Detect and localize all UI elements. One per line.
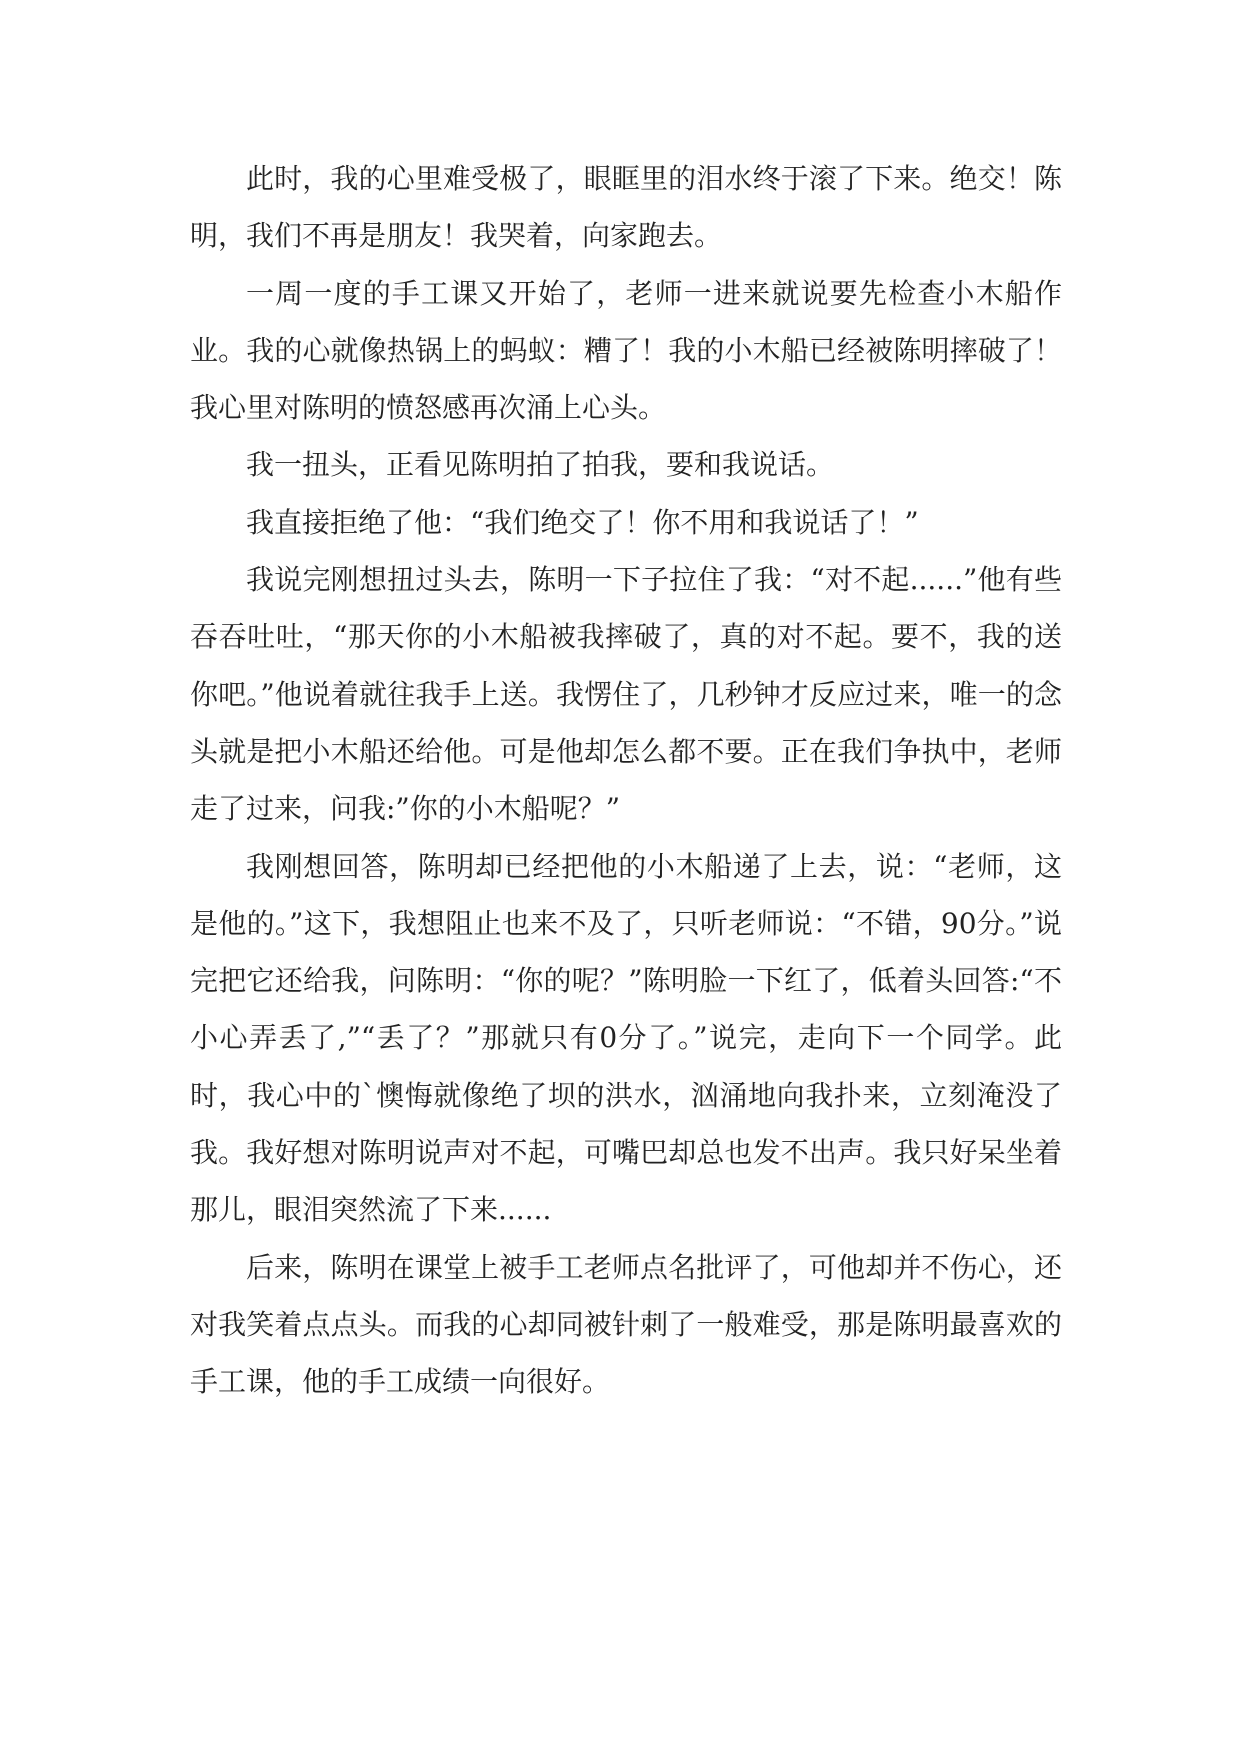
paragraph: 我刚想回答，陈明却已经把他的小木船递了上去，说：“老师，这是他的。”这下，我想阻止也来不及了，只听老师说：“不错，90分。”说完把它还给我，问陈明：“你的呢？”陈明脸一下红了，低着头回答:“不小心弄丢了,”“丢了？”那就只有0分了。”说完，走向下一个同学。此时，我心中的`懊悔就像绝了坝的洪水，汹涌地向我扑来，立刻淹没了我。我好想对陈明说声对不起，可嘴巴却总也发不出声。我只好呆坐着那儿，眼泪突然流了下来...... — [190, 849, 1062, 1227]
paragraph: 后来，陈明在课堂上被手工老师点名批评了，可他却并不伤心，还对我笑着点点头。而我的心却同被针刺了一般难受，那是陈明最喜欢的手工课，他的手工成绩一向很好。 — [190, 1250, 1062, 1399]
paragraph: 我一扭头，正看见陈明拍了拍我，要和我说话。 — [246, 448, 835, 482]
document-body — [190, 150, 1062, 1411]
paragraph: 此时，我的心里难受极了，眼眶里的泪水终于滚了下来。绝交！陈明，我们不再是朋友！我哭着，向家跑去。 — [190, 162, 1062, 253]
paragraph: 我直接拒绝了他：“我们绝交了！你不用和我说话了！” — [246, 505, 919, 539]
paragraph: 一周一度的手工课又开始了，老师一进来就说要先检查小木船作业。我的心就像热锅上的蚂蚁：糟了！我的小木船已经被陈明摔破了！我心里对陈明的愤怒感再次涌上心头。 — [190, 276, 1062, 425]
paragraph: 我说完刚想扭过头去，陈明一下子拉住了我：“对不起......”他有些吞吞吐吐，“那天你的小木船被我摔破了，真的对不起。要不，我的送你吧。”他说着就往我手上送。我愣住了，几秒钟才反应过来，唯一的念头就是把小木船还给他。可是他却怎么都不要。正在我们争执中，老师走了过来，问我:”你的小木船呢？” — [190, 563, 1062, 826]
